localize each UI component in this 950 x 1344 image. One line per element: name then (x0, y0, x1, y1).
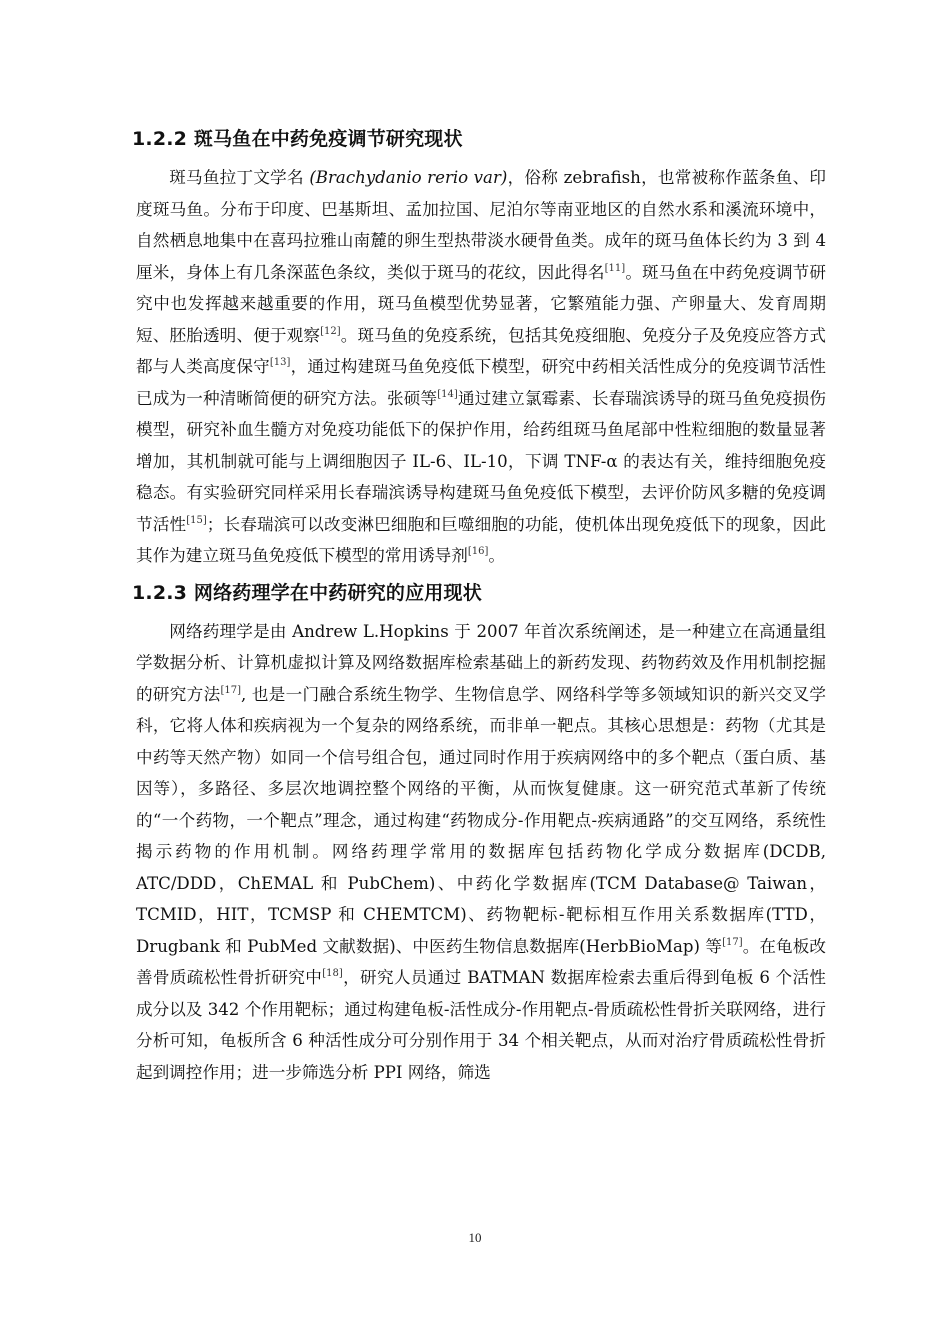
text-run: 斑马鱼拉丁文学名 (169, 168, 310, 187)
text-run: 。在龟板改善骨质疏松性骨折研究中 (136, 936, 827, 987)
text-run: , 也是一门融合系统生物学、生物信息学、网络科学等多领域知识的新兴交叉学科，它将人体和疾病视为一个复杂的网络系统，而非单一靶点。其核心思想是：药物（尤其是中药等天然产物）如同一个信号组合包，通过同时作用于疾病网络中的多个靶点（蛋白质、基因等），多路径、多层次地调控整个网络的平衡，从而恢复健康。这一研究范式革新了传统的“一个药物，一个靶点”理念，通过构建“药物成分-作用靶点-疾病通路”的交互网络，系统性揭示药物的作用机制。网络药理学常用的数据库包括药物化学成分数据库(DCDB, ATC/DDD，ChEMAL 和 PubChem)、中药化学数据库(TCM Database@ Taiwan，TCMID，HIT，TCMSP 和 CHEMTCM)、药物靶标-靶标相互作用关系数据库(TTD，Drugbank 和 PubMed 文献数据)、中医药生物信息数据库(HerbBioMap) 等 (136, 684, 826, 956)
citation-14[interactable]: [14] (437, 388, 458, 400)
page-content (132, 122, 827, 1092)
text-run: 。斑马鱼在中药免疫调节研究中也发挥越来越重要的作用，斑马鱼模型优势显著，它繁殖能力强、产卵量大、发育周期短、胚胎透明、便于观察 (136, 262, 827, 345)
section-heading-1-2-3: 1.2.3 网络药理学在中药研究的应用现状 (132, 581, 482, 604)
citation-17[interactable]: [17] (722, 936, 743, 948)
text-run: 。斑马鱼的免疫系统，包括其免疫细胞、免疫分子及免疫应答方式都与人类高度保守 (136, 325, 827, 376)
citation-11[interactable]: [11] (604, 262, 626, 274)
citation-16[interactable]: [16] (467, 546, 489, 557)
text-run: 通过建立氯霉素、长春瑞滨诱导的斑马鱼免疫损伤模型，研究补血生髓方对免疫功能低下的保护作用，给药组斑马鱼尾部中性粒细胞的数量显著增加，其机制就可能与上调细胞因子 IL-6、IL-10，下调 TNF-α 的表达有关，维持细胞免疫稳态。有实验研究同样采用长春瑞滨诱导构建斑马鱼免疫低下模型，去评价防风多糖的免疫调节活性 (136, 388, 827, 534)
citation-15[interactable]: [15] (186, 514, 207, 526)
paragraph-network-pharmacology (136, 616, 826, 1089)
text-run: ，俗称 zebrafish，也常被称作蓝条鱼、印度斑马鱼。分布于印度、巴基斯坦、孟加拉国、尼泊尔等南亚地区的自然水系和溪流环境中，自然栖息地集中在喜玛拉雅山南麓的卵生型热带淡水硬骨鱼类。成年的斑马鱼体长约为 3 到 4 厘米，身体上有几条深蓝色条纹，类似于斑马的花纹，因此得名 (136, 168, 826, 282)
text-run: ；长春瑞滨可以改变淋巴细胞和巨噬细胞的功能，使机体出现免疫低下的现象，因此其作为建立斑马鱼免疫低下模型的常用诱导剂 (136, 514, 827, 565)
text-run: ，通过构建斑马鱼免疫低下模型，研究中药相关活性成分的免疫调节活性已成为一种清晰简便的研究方法。张硕等 (136, 357, 827, 408)
citation-18[interactable]: [18] (322, 968, 343, 979)
citation-17[interactable]: [17] (220, 684, 242, 696)
text-run: 网络药理学是由 Andrew L.Hopkins 于 2007 年首次系统阐述，是一种建立在高通量组学数据分析、计算机虚拟计算及网络数据库检索基础上的新药发现、药物药效及作用机制挖掘的研究方法 (136, 621, 826, 704)
paragraph-zebrafish (136, 162, 826, 572)
page-number: 10 (468, 1230, 482, 1245)
latin-name: (Brachydanio rerio var) (309, 168, 508, 187)
citation-13[interactable]: [13] (269, 357, 291, 368)
text-run: ，研究人员通过 BATMAN 数据库检索去重后得到龟板 6 个活性成分以及 342 个作用靶标；通过构建龟板-活性成分-作用靶点-骨质疏松性骨折关联网络，进行分析可知，龟板所含 6 种活性成分可分别作用于 34 个相关靶点，从而对治疗骨质疏松性骨折起到调控作用；进一步筛选分析 PPI 网络，筛选 (136, 968, 826, 1082)
text-run: 。 (488, 546, 505, 565)
section-heading-1-2-2: 1.2.2 斑马鱼在中药免疫调节研究现状 (132, 128, 463, 150)
citation-12[interactable]: [12] (320, 325, 341, 337)
